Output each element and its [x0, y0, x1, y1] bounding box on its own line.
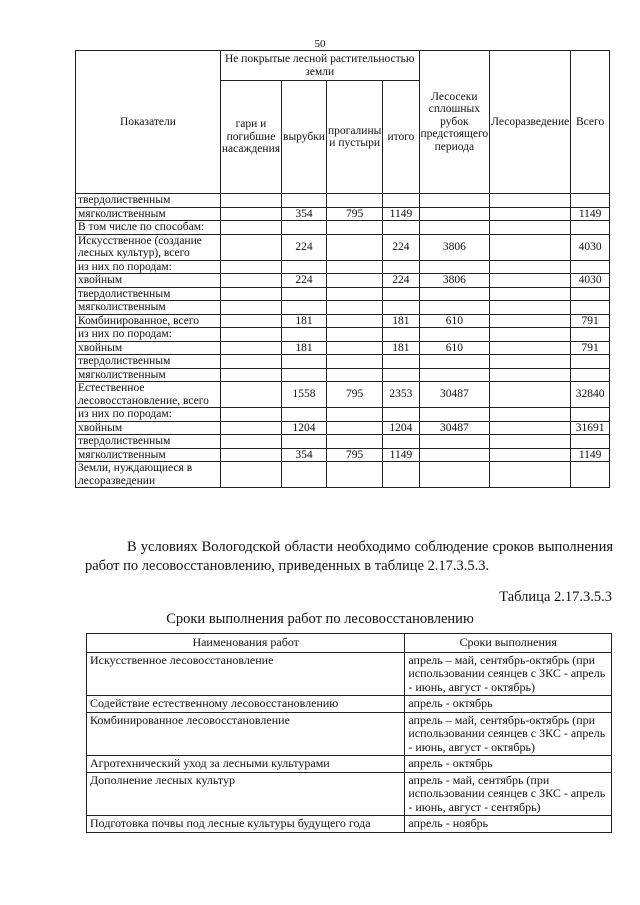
- cell-all: [571, 194, 610, 208]
- cell-clearcut: [419, 448, 490, 462]
- cell-clearcut: [419, 194, 490, 208]
- row-label: хвойным: [76, 341, 221, 355]
- work-term: апрель - октябрь: [405, 756, 612, 773]
- cell-total: [383, 287, 419, 301]
- cell-cutovers: 181: [282, 314, 327, 328]
- cell-clearcut: [419, 207, 490, 221]
- row-label: В том числе по способам:: [76, 221, 221, 235]
- schedule-table: [86, 633, 612, 833]
- table-row: [76, 435, 610, 449]
- cell-reforestation: [490, 355, 571, 369]
- cell-cutovers: 1558: [282, 382, 327, 408]
- row-label: Земли, нуждающиеся в лесоразведении: [76, 462, 221, 488]
- cell-burned: [220, 462, 281, 488]
- cell-all: 1149: [571, 207, 610, 221]
- row-label: Естественное лесовосстановление, всего: [76, 382, 221, 408]
- cell-cutovers: [282, 368, 327, 382]
- cell-reforestation: [490, 408, 571, 422]
- row-label: твердолиственным: [76, 287, 221, 301]
- cell-glades: [326, 221, 382, 235]
- work-name: Комбинированное лесовосстановление: [87, 712, 405, 756]
- cell-clearcut: [419, 435, 490, 449]
- row-label: твердолиственным: [76, 194, 221, 208]
- cell-cutovers: [282, 301, 327, 315]
- header-indicators: Показатели: [76, 51, 221, 194]
- header-cutovers: вырубки: [282, 81, 327, 194]
- cell-glades: [326, 462, 382, 488]
- cell-glades: [326, 260, 382, 274]
- cell-burned: [220, 435, 281, 449]
- cell-burned: [220, 301, 281, 315]
- cell-reforestation: [490, 382, 571, 408]
- reforestation-table: [75, 50, 610, 488]
- cell-total: [383, 260, 419, 274]
- table-row: [87, 696, 612, 713]
- cell-total: 1149: [383, 448, 419, 462]
- header-not-covered-group: Не покрытые лесной растительностью земли: [220, 51, 419, 81]
- cell-cutovers: 224: [282, 274, 327, 288]
- work-term: апрель - октябрь: [405, 696, 612, 713]
- row-label: из них по породам:: [76, 260, 221, 274]
- cell-glades: [326, 355, 382, 369]
- cell-total: 1149: [383, 207, 419, 221]
- table-row: [76, 328, 610, 342]
- row-label: из них по породам:: [76, 328, 221, 342]
- row-label: из них по породам:: [76, 408, 221, 422]
- cell-all: 1149: [571, 448, 610, 462]
- cell-glades: [326, 408, 382, 422]
- cell-reforestation: [490, 421, 571, 435]
- cell-clearcut: 3806: [419, 274, 490, 288]
- cell-cutovers: 1204: [282, 421, 327, 435]
- table-row: [76, 234, 610, 260]
- cell-glades: [326, 314, 382, 328]
- cell-burned: [220, 287, 281, 301]
- table-row: [87, 756, 612, 773]
- work-name: Дополнение лесных культур: [87, 772, 405, 816]
- cell-total: [383, 221, 419, 235]
- cell-reforestation: [490, 194, 571, 208]
- cell-burned: [220, 355, 281, 369]
- cell-clearcut: [419, 260, 490, 274]
- page-number: 50: [314, 38, 326, 50]
- cell-all: 32840: [571, 382, 610, 408]
- cell-burned: [220, 421, 281, 435]
- cell-all: [571, 260, 610, 274]
- paragraph: [85, 538, 613, 576]
- cell-burned: [220, 448, 281, 462]
- cell-clearcut: [419, 328, 490, 342]
- cell-glades: [326, 435, 382, 449]
- cell-glades: [326, 234, 382, 260]
- work-term: апрель – май, сентябрь-октябрь (при использовании сеянцев с ЗКС - апрель - июнь, август - октябрь): [405, 712, 612, 756]
- cell-clearcut: [419, 301, 490, 315]
- cell-burned: [220, 234, 281, 260]
- cell-burned: [220, 194, 281, 208]
- cell-reforestation: [490, 448, 571, 462]
- cell-reforestation: [490, 301, 571, 315]
- table-caption: Сроки выполнения работ по лесовосстановлению: [166, 611, 474, 627]
- header-reforestation: Лесоразведение: [490, 51, 571, 194]
- cell-glades: [326, 421, 382, 435]
- cell-total: [383, 301, 419, 315]
- cell-all: [571, 368, 610, 382]
- cell-cutovers: [282, 462, 327, 488]
- cell-reforestation: [490, 221, 571, 235]
- cell-clearcut: 610: [419, 341, 490, 355]
- cell-all: 31691: [571, 421, 610, 435]
- cell-reforestation: [490, 341, 571, 355]
- work-name: Подготовка почвы под лесные культуры будущего года: [87, 816, 405, 833]
- cell-glades: [326, 274, 382, 288]
- cell-reforestation: [490, 260, 571, 274]
- table-row: [76, 207, 610, 221]
- cell-total: [383, 368, 419, 382]
- row-label: твердолиственным: [76, 435, 221, 449]
- cell-total: 181: [383, 314, 419, 328]
- cell-reforestation: [490, 368, 571, 382]
- cell-burned: [220, 368, 281, 382]
- cell-clearcut: 610: [419, 314, 490, 328]
- cell-burned: [220, 260, 281, 274]
- cell-total: [383, 435, 419, 449]
- table-row: [76, 194, 610, 208]
- cell-burned: [220, 328, 281, 342]
- cell-burned: [220, 207, 281, 221]
- table-row: [87, 652, 612, 696]
- row-label: мягколиственным: [76, 207, 221, 221]
- reforestation-table-body: [76, 194, 610, 488]
- cell-clearcut: [419, 221, 490, 235]
- header-all: Всего: [571, 51, 610, 194]
- table-row: [76, 421, 610, 435]
- row-label: мягколиственным: [76, 448, 221, 462]
- cell-burned: [220, 314, 281, 328]
- header-burned: гари и погибшие насаждения: [220, 81, 281, 194]
- cell-clearcut: [419, 368, 490, 382]
- row-label: твердолиственным: [76, 355, 221, 369]
- cell-reforestation: [490, 207, 571, 221]
- cell-reforestation: [490, 234, 571, 260]
- row-label: хвойным: [76, 274, 221, 288]
- cell-cutovers: 354: [282, 207, 327, 221]
- cell-all: [571, 287, 610, 301]
- cell-cutovers: [282, 435, 327, 449]
- cell-total: 181: [383, 341, 419, 355]
- table-row: [76, 274, 610, 288]
- work-term: апрель - май, сентябрь (при использовании сеянцев с ЗКС - апрель - июнь, август - сентябрь): [405, 772, 612, 816]
- cell-cutovers: [282, 194, 327, 208]
- cell-reforestation: [490, 314, 571, 328]
- work-term: апрель - ноябрь: [405, 816, 612, 833]
- cell-total: 2353: [383, 382, 419, 408]
- cell-reforestation: [490, 274, 571, 288]
- cell-glades: [326, 194, 382, 208]
- cell-clearcut: [419, 287, 490, 301]
- cell-clearcut: 3806: [419, 234, 490, 260]
- cell-reforestation: [490, 435, 571, 449]
- cell-all: 4030: [571, 234, 610, 260]
- cell-glades: 795: [326, 382, 382, 408]
- cell-clearcut: [419, 462, 490, 488]
- table-row: [76, 462, 610, 488]
- cell-clearcut: 30487: [419, 421, 490, 435]
- cell-total: [383, 462, 419, 488]
- header-clearcut: Лесосеки сплошных рубок предстоящего периода: [419, 51, 490, 194]
- table-number: Таблица 2.17.3.5.3: [499, 589, 612, 605]
- cell-all: [571, 221, 610, 235]
- cell-burned: [220, 221, 281, 235]
- table-row: [76, 221, 610, 235]
- schedule-table-body: [87, 652, 612, 832]
- cell-total: 1204: [383, 421, 419, 435]
- cell-all: [571, 408, 610, 422]
- cell-cutovers: [282, 355, 327, 369]
- cell-burned: [220, 341, 281, 355]
- cell-cutovers: [282, 408, 327, 422]
- cell-burned: [220, 382, 281, 408]
- row-label: мягколиственным: [76, 301, 221, 315]
- cell-total: [383, 328, 419, 342]
- cell-cutovers: 224: [282, 234, 327, 260]
- cell-all: 791: [571, 314, 610, 328]
- table-row: [76, 382, 610, 408]
- paragraph-text: В условиях Вологодской области необходимо соблюдение сроков выполнения работ по лесовосстановлению, приведенных в таблице 2.17.3.5.3.: [85, 539, 613, 574]
- cell-all: [571, 462, 610, 488]
- cell-cutovers: [282, 328, 327, 342]
- cell-glades: [326, 301, 382, 315]
- header-total: итого: [383, 81, 419, 194]
- work-term: апрель – май, сентябрь-октябрь (при использовании сеянцев с ЗКС - апрель - июнь, август - октябрь): [405, 652, 612, 696]
- cell-cutovers: [282, 221, 327, 235]
- table-row: [87, 712, 612, 756]
- header-glades: прогалины и пустыри: [326, 81, 382, 194]
- work-name: Агротехнический уход за лесными культурами: [87, 756, 405, 773]
- cell-all: 791: [571, 341, 610, 355]
- cell-cutovers: 181: [282, 341, 327, 355]
- table-row: [76, 448, 610, 462]
- table-row: [76, 355, 610, 369]
- cell-all: [571, 355, 610, 369]
- cell-reforestation: [490, 328, 571, 342]
- table-row: [87, 816, 612, 833]
- cell-cutovers: [282, 260, 327, 274]
- cell-reforestation: [490, 462, 571, 488]
- table-row: [76, 341, 610, 355]
- table-row: [87, 772, 612, 816]
- cell-all: [571, 328, 610, 342]
- table-row: [76, 260, 610, 274]
- row-label: хвойным: [76, 421, 221, 435]
- cell-all: [571, 435, 610, 449]
- work-name: Искусственное лесовосстановление: [87, 652, 405, 696]
- cell-burned: [220, 408, 281, 422]
- cell-clearcut: [419, 355, 490, 369]
- header-work-name: Наименования работ: [87, 634, 405, 653]
- cell-reforestation: [490, 287, 571, 301]
- cell-total: 224: [383, 234, 419, 260]
- cell-glades: [326, 368, 382, 382]
- cell-clearcut: 30487: [419, 382, 490, 408]
- cell-glades: [326, 287, 382, 301]
- cell-burned: [220, 274, 281, 288]
- table-row: [76, 408, 610, 422]
- cell-total: 224: [383, 274, 419, 288]
- row-label: Искусственное (создание лесных культур), всего: [76, 234, 221, 260]
- table-row: [76, 314, 610, 328]
- cell-glades: 795: [326, 448, 382, 462]
- table-row: [76, 301, 610, 315]
- header-term: Сроки выполнения: [405, 634, 612, 653]
- cell-cutovers: [282, 287, 327, 301]
- cell-glades: [326, 328, 382, 342]
- cell-glades: [326, 341, 382, 355]
- cell-all: [571, 301, 610, 315]
- row-label: Комбинированное, всего: [76, 314, 221, 328]
- cell-total: [383, 355, 419, 369]
- row-label: мягколиственным: [76, 368, 221, 382]
- table-row: [76, 368, 610, 382]
- cell-total: [383, 408, 419, 422]
- cell-cutovers: 354: [282, 448, 327, 462]
- cell-clearcut: [419, 408, 490, 422]
- cell-total: [383, 194, 419, 208]
- cell-glades: 795: [326, 207, 382, 221]
- cell-all: 4030: [571, 274, 610, 288]
- work-name: Содействие естественному лесовосстановлению: [87, 696, 405, 713]
- table-row: [76, 287, 610, 301]
